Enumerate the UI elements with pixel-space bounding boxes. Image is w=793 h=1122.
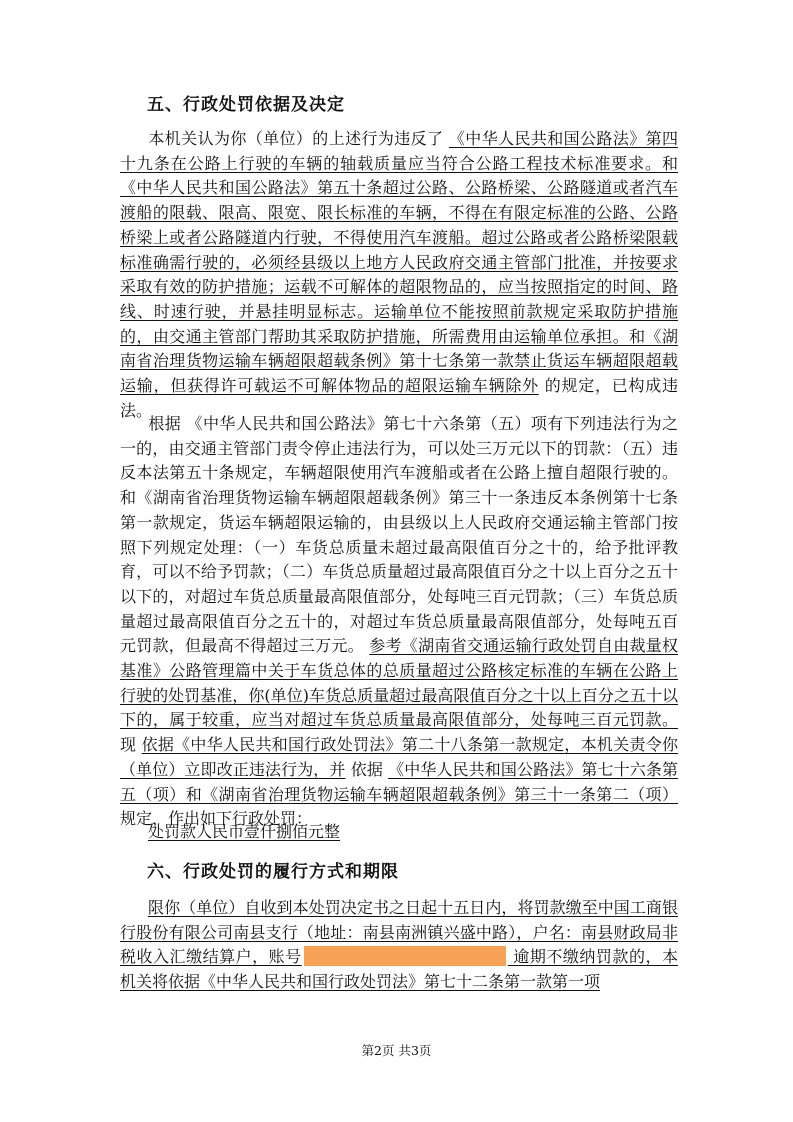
section-5-paragraph-1 [120,127,678,423]
payment-instructions: 限你（单位）自收到本处罚决定书之日起十五日内，将罚款缴至中国工商银行股份有限公司南县支行（地址：南县南洲镇兴盛中路），户名：南县财政局非税收入汇缴结算户，账号 [120,898,678,967]
section-5-paragraph-2 [120,412,678,832]
section-6-heading: 六、行政处罚的履行方式和期限 [147,862,399,882]
violated-provisions: 《中华人民共和国公路法》第四十九条在公路上行驶的车辆的轴载质量应当符合公路工程技术标准要求。和《中华人民共和国公路法》第五十条超过公路、公路桥梁、公路隧道或者汽车渡船的限载、限高、限宽、限长标准的车辆，不得在有限定标准的公路、公路桥梁上或者公路隧道内行驶，不得使用汽车渡船。超过公路或者公路桥梁限载标准确需行驶的，必须经县级以上地方人民政府交通主管部门批准，并按要求采取有效的防护措施；运载不可解体的超限物品的，应当按照指定的时间、路线、时速行驶，并悬挂明显标志。运输单位不能按照前款规定采取防护措施的，由交通主管部门帮助其采取防护措施，所需费用由运输单位承担。和《湖南省治理货物运输车辆超限超载条例》第十七条第一款禁止货运车辆超限超载运输，但获得许可载运不可解体物品的超限运输车辆除外 [120,129,678,396]
p1-conclusion: 的规定，已构成违法。 [120,376,678,420]
penalty-provisions: 《中华人民共和国公路法》第七十六条第五（项）和《湖南省治理货物运输车辆超限超载条例》第三十一条第二（项） [120,759,678,804]
overdue-consequence: 逾期不缴纳罚款的，本机关将依据《中华人民共和国行政处罚法》第七十二条第一款第一项 [120,947,678,992]
discretion-reference: 参考《湖南省交通运输行政处罚自由裁量权基准》公路管理篇中关于车货总体的总质量超过公路核定标准的车辆在公路上行驶的处罚基准，你(单位)车货总质量超过最高限值百分之十以上百分之五十以下的，属于较重，应当对超过车货总质量最高限值部分，处每吨三百元罚款。 [120,636,678,730]
redacted-account-number [304,946,506,966]
section-5-heading: 五、行政处罚依据及决定 [147,95,345,115]
correction-order: 依据《中华人民共和国行政处罚法》第二十八条第一款规定，本机关责令你（单位）立即改正违法行为，并 [120,735,678,779]
section-6-paragraph-1 [120,896,678,995]
penalty-amount [120,820,678,845]
p1-intro: 本机关认为你（单位）的上述行为违反了 [148,129,449,148]
now-word: 现 [120,735,142,755]
legal-basis: 根据 《中华人民共和国公路法》第七十六条第（五）项有下列违法行为之一的，由交通主管部门责令停止违法行为，可以处三万元以下的罚款：（五）违反本法第五十条规定，车辆超限使用汽车渡船或者在公路上擅自超限行驶的。和《湖南省治理货物运输车辆超限超载条例》第三十一条违反本条例第十七条第一款规定，货运车辆超限运输的，由县级以上人民政府交通运输主管部门按照下列规定处理：（一）车货总质量未超过最高限值百分之十的，给予批评教育，可以不给予罚款；（二）车货总质量超过最高限值百分之十以上百分之五十以下的，对超过车货总质量最高限值部分，处每吨三百元罚款；（三）车货总质量超过最高限值百分之五十的，对超过车货总质量最高限值部分，处每吨五百元罚款，但最高不得超过三万元。 [120,414,678,656]
decision-phrase: 规定，作出如下行政处罚： [120,809,313,829]
penalty-text: 处罚款人民币壹仟捌佰元整 [148,822,341,841]
page-footer: 第2页 共3页 [361,1043,432,1058]
basis-word: 依据 [345,759,389,779]
